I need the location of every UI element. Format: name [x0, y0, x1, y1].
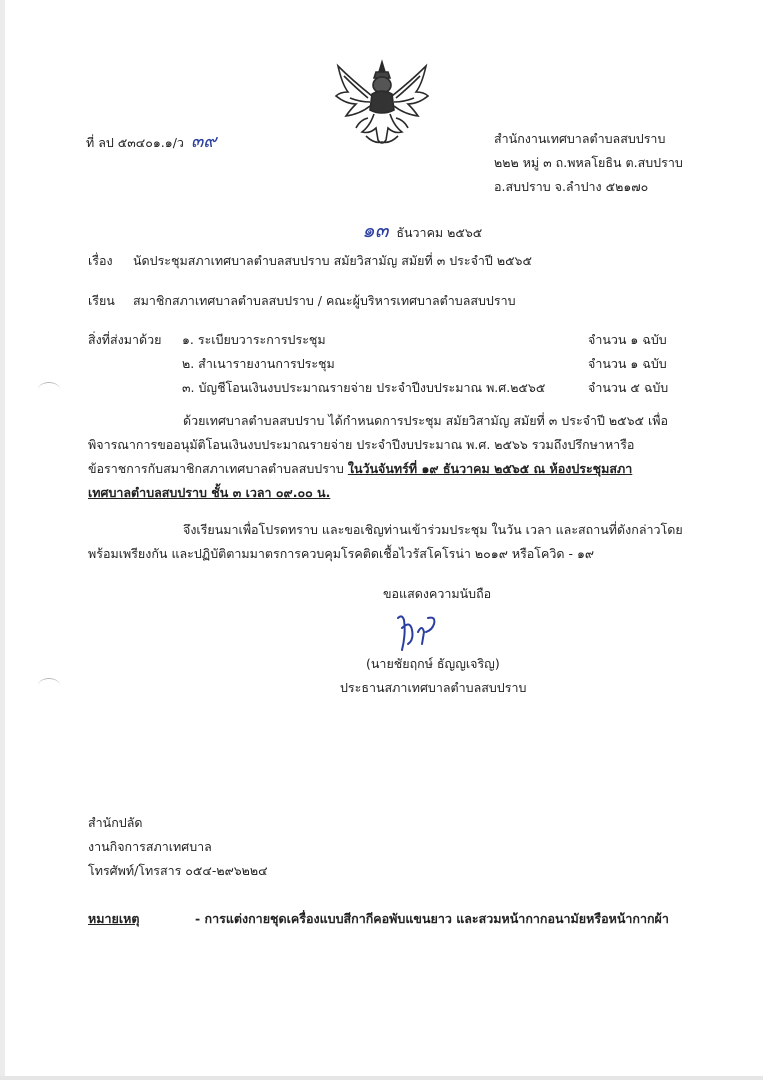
garuda-emblem	[332, 58, 432, 150]
body-paragraph-line: พิจารณาการขออนุมัติโอนเงินงบประมาณรายจ่าย ประจำปีงบประมาณ พ.ศ. ๒๕๖๖ รวมถึงปรึกษาหารือ	[88, 437, 635, 452]
recipient-text: สมาชิกสภาเทศบาลตำบลสบปราบ / คณะผู้บริหารเทศบาลตำบลสบปราบ	[133, 293, 516, 308]
enclosure-quantity: จำนวน ๑ ฉบับ	[588, 332, 667, 347]
punch-hole-mark	[38, 382, 60, 397]
department-unit: งานกิจการสภาเทศบาล	[88, 839, 212, 854]
reference-prefix: ที่ ลป ๕๓๔๐๑.๑/ว	[86, 135, 184, 150]
department-phone: โทรศัพท์/โทรสาร ๐๕๔-๒๙๖๒๒๔	[88, 863, 268, 878]
body-paragraph-line	[88, 459, 632, 479]
department-name: สำนักปลัด	[88, 815, 143, 830]
handwritten-number: ๓๙	[190, 131, 217, 152]
page-bottom-edge	[0, 1076, 763, 1080]
body-paragraph-line: จึงเรียนมาเพื่อโปรดทราบ และขอเชิญท่านเข้าร่วมประชุม ในวัน เวลา และสถานที่ดังกล่าวโดย	[183, 522, 683, 537]
letter-date	[362, 214, 482, 246]
recipient-label: เรียน	[88, 293, 115, 308]
body-paragraph-line	[88, 483, 330, 503]
enclosure-item: ๒. สำเนารายงานการประชุม	[182, 356, 335, 371]
reference-number	[86, 126, 216, 155]
meeting-datetime-emphasis: ในวันจันทร์ที่ ๑๙ ธันวาคม ๒๕๖๕ ณ ห้องประชุมสภา	[347, 461, 633, 476]
signatory-name: (นายชัยฤกษ์ ธัญญเจริญ)	[366, 656, 500, 671]
page-edge	[0, 0, 5, 1080]
signatory-title: ประธานสภาเทศบาลตำบลสบปราบ	[340, 680, 527, 695]
enclosure-item: ๓. บัญชีโอนเงินงบประมาณรายจ่าย ประจำปีงบประมาณ พ.ศ.๒๕๖๕	[182, 380, 546, 395]
subject-label: เรื่อง	[88, 253, 113, 268]
handwritten-day: ๑๓	[362, 218, 389, 242]
office-address-line: ๒๒๒ หมู่ ๓ ถ.พหลโยธิน ต.สบปราบ	[494, 155, 683, 170]
body-text: ข้อราชการกับสมาชิกสภาเทศบาลตำบลสบปราบ	[88, 461, 348, 476]
body-paragraph-line: ด้วยเทศบาลตำบลสบปราบ ได้กำหนดการประชุม สมัยวิสามัญ สมัยที่ ๓ ประจำปี ๒๕๖๕ เพื่อ	[183, 413, 668, 428]
handwritten-signature	[388, 610, 458, 656]
meeting-place-emphasis: เทศบาลตำบลสบปราบ ชั้น ๓ เวลา ๐๙.๐๐ น.	[88, 485, 331, 500]
office-name: สำนักงานเทศบาลตำบลสบปราบ	[494, 131, 666, 146]
office-address-line: อ.สบปราบ จ.ลำปาง ๕๒๑๗๐	[494, 179, 649, 194]
note-label: หมายเหตุ	[88, 911, 140, 926]
enclosures-label: สิ่งที่ส่งมาด้วย	[88, 332, 162, 347]
note-text: - การแต่งกายชุดเครื่องแบบสีกากีคอพับแขนยาว และสวมหน้ากากอนามัยหรือหน้ากากผ้า	[195, 911, 669, 926]
enclosure-item: ๑. ระเบียบวาระการประชุม	[182, 332, 326, 347]
body-paragraph-line: พร้อมเพรียงกัน และปฏิบัติตามมาตรการควบคุมโรคติดเชื้อไวรัสโคโรน่า ๒๐๑๙ หรือโควิด - ๑๙	[88, 546, 595, 561]
enclosure-quantity: จำนวน ๑ ฉบับ	[588, 356, 667, 371]
closing-phrase: ขอแสดงความนับถือ	[383, 586, 492, 601]
subject-text: นัดประชุมสภาเทศบาลตำบลสบปราบ สมัยวิสามัญ สมัยที่ ๓ ประจำปี ๒๕๖๕	[133, 253, 532, 268]
date-month-year: ธันวาคม ๒๕๖๕	[396, 225, 483, 240]
punch-hole-mark	[38, 678, 60, 693]
enclosure-quantity: จำนวน ๕ ฉบับ	[588, 380, 669, 395]
